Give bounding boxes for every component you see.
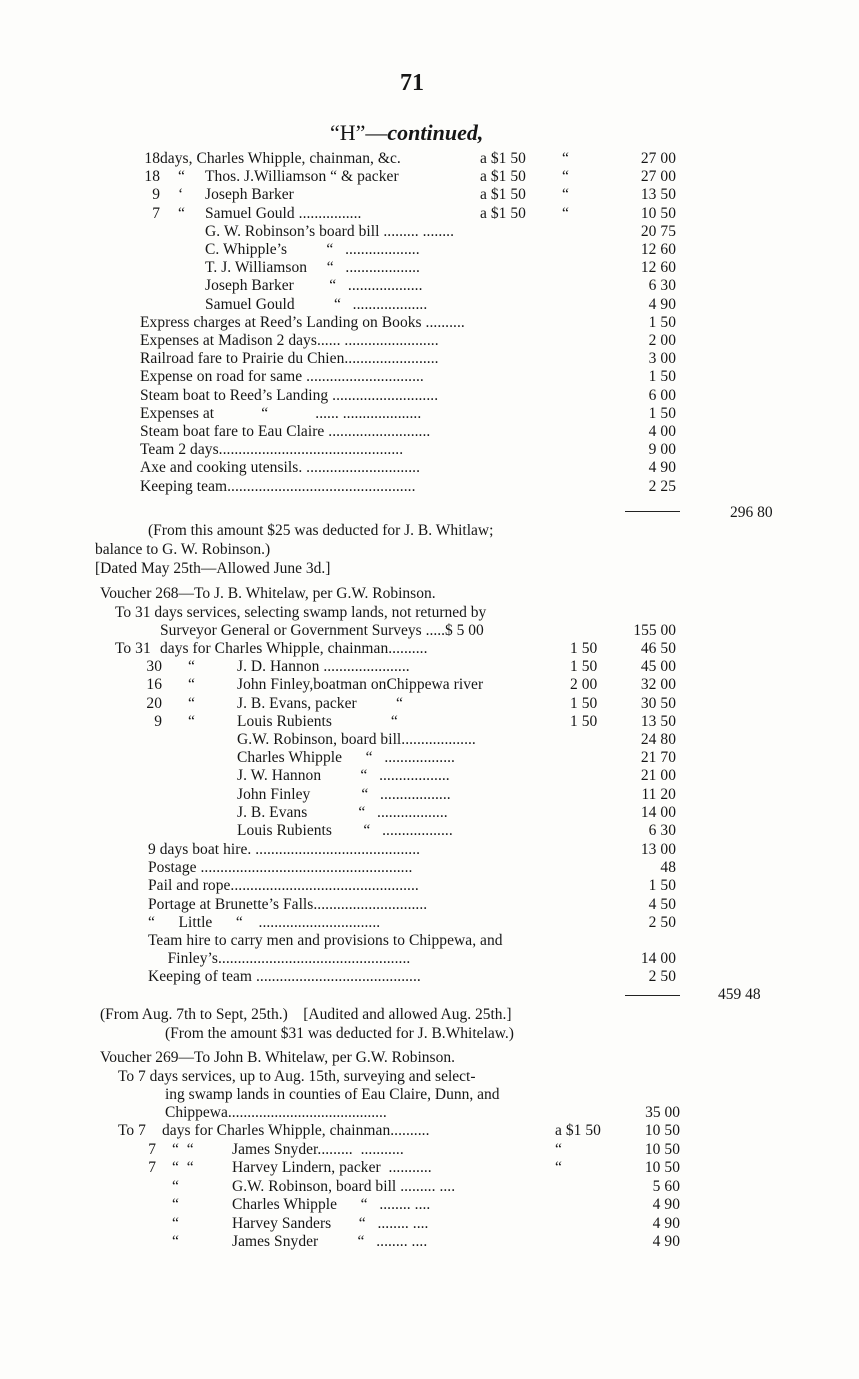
section-2-rule: [625, 995, 680, 996]
row-name: Louis Rubients “ ..................: [237, 822, 453, 839]
row-amount: 4 90: [652, 1233, 680, 1250]
row-amount: 2 50: [648, 968, 676, 985]
heading-italic: continued,: [387, 120, 484, 145]
row-name: Louis Rubients “: [237, 713, 398, 730]
voucher-269-intro-amount: 35 00: [645, 1104, 680, 1121]
ledger-row: [0, 459, 859, 477]
expense-row: [0, 914, 859, 932]
note-2a: (From Aug. 7th to Sept, 25th.) [Audited and allowed Aug. 25th.]: [100, 1006, 512, 1023]
expense-row: [0, 932, 859, 950]
ledger-row: [0, 1122, 859, 1140]
row-ditto: “: [172, 1233, 179, 1250]
row-amount: 6 00: [648, 387, 676, 404]
section-2-total: 459 48: [718, 986, 761, 1003]
expense-row: [0, 950, 859, 968]
ledger-row: [0, 695, 859, 713]
row-text: Expense on road for same ..............................: [140, 368, 424, 385]
row-name: J. B. Evans, packer “: [237, 695, 403, 712]
row-amount: 1 50: [648, 314, 676, 331]
row-ditto: “: [178, 205, 185, 222]
row-name: Charles Whipple “ ........ ....: [232, 1196, 431, 1213]
row-amount: 1 50: [648, 877, 676, 894]
row-amount: 13 50: [640, 186, 676, 203]
row-amount: 4 90: [648, 459, 676, 476]
ledger-row: [0, 804, 859, 822]
ledger-row: [0, 1196, 859, 1214]
voucher-269-heading: Voucher 269—To John B. Whitelaw, per G.W. Robinson.: [100, 1049, 455, 1066]
row-rate: 2 00: [570, 676, 598, 693]
row-amount: 32 00: [640, 676, 676, 693]
row-name: John Finley “ ..................: [237, 786, 451, 803]
row-name: C. Whipple’s “ ...................: [205, 241, 420, 258]
row-amount: 20 75: [640, 223, 676, 240]
row-name: Samuel Gould “ ...................: [205, 296, 428, 313]
row-name: James Snyder......... ...........: [232, 1141, 404, 1158]
row-ditto: “: [188, 676, 195, 693]
ledger-row: [0, 1178, 859, 1196]
ledger-row: [0, 186, 859, 204]
ledger-row: [0, 223, 859, 241]
row-amount: 11 20: [641, 786, 676, 803]
row-text: Express charges at Reed’s Landing on Books ..........: [140, 314, 465, 331]
ledger-row: [0, 168, 859, 186]
row-amount: 12 60: [640, 241, 676, 258]
row-text: Railroad fare to Prairie du Chien........................: [140, 350, 439, 367]
row-amount: 13 00: [640, 841, 676, 858]
row-amount: 4 90: [648, 296, 676, 313]
row-ditto: “: [172, 1215, 179, 1232]
row-text: Postage ......................................................: [148, 859, 413, 876]
voucher-269-intro-3: Chippewa.........................................: [165, 1104, 387, 1121]
row-amount: 10 50: [644, 1122, 680, 1139]
row-days: 7: [148, 1159, 156, 1176]
row-name: days, Charles Whipple, chainman, &c.: [160, 150, 401, 167]
row-days: To 31: [115, 640, 151, 657]
row-name: G.W. Robinson, board bill ......... ....: [232, 1178, 456, 1195]
row-text: “ Little “ ...............................: [148, 914, 381, 931]
row-amount: 5 60: [652, 1178, 680, 1195]
row-text: Axe and cooking utensils. .............................: [140, 459, 421, 476]
row-ditto-mark: “: [562, 186, 569, 203]
ledger-row: [0, 350, 859, 368]
row-rate: “: [555, 1141, 562, 1158]
ledger-row: [0, 478, 859, 496]
expense-row: [0, 896, 859, 914]
ledger-row: [0, 1233, 859, 1251]
row-ditto-mark: “: [562, 168, 569, 185]
ledger-row: [0, 150, 859, 168]
ledger-row: [0, 423, 859, 441]
row-text: Team 2 days...............................................: [140, 441, 404, 458]
row-ditto: “: [188, 695, 195, 712]
note-2b: (From the amount $31 was deducted for J. B.Whitelaw.): [165, 1025, 514, 1042]
ledger-row: [0, 259, 859, 277]
row-ditto-mark: “: [562, 150, 569, 167]
ledger-row: [0, 368, 859, 386]
ledger-row: [0, 640, 859, 658]
row-text: Steam boat fare to Eau Claire ..........................: [140, 423, 431, 440]
voucher-268-intro-1: To 31 days services, selecting swamp lands, not returned by: [115, 604, 487, 621]
page-heading: [330, 120, 483, 146]
ledger-row: [0, 277, 859, 295]
row-days: 7: [148, 1141, 156, 1158]
row-days: 9: [154, 713, 162, 730]
row-name: G.W. Robinson, board bill...................: [237, 731, 476, 748]
row-name: J. W. Hannon “ ..................: [237, 767, 450, 784]
row-days: 18: [144, 150, 160, 167]
row-amount: 13 50: [640, 713, 676, 730]
voucher-268-heading: Voucher 268—To J. B. Whitelaw, per G.W. Robinson.: [100, 585, 436, 602]
row-amount: 48: [660, 859, 676, 876]
row-text: Keeping team................................................: [140, 478, 416, 495]
ledger-row: [0, 1141, 859, 1159]
ledger-row: [0, 676, 859, 694]
row-text: Portage at Brunette’s Falls.............................: [148, 896, 428, 913]
row-amount: 2 25: [648, 478, 676, 495]
row-ditto: “: [188, 658, 195, 675]
row-name: Joseph Barker “ ...................: [205, 277, 423, 294]
row-rate: 1 50: [570, 640, 598, 657]
row-amount: 46 50: [640, 640, 676, 657]
row-ditto: “: [178, 168, 185, 185]
row-name: G. W. Robinson’s board bill ......... ........: [205, 223, 455, 240]
row-rate: 1 50: [570, 695, 598, 712]
row-name: Harvey Sanders “ ........ ....: [232, 1215, 429, 1232]
ledger-row: [0, 332, 859, 350]
row-amount: 4 00: [648, 423, 676, 440]
row-name: Joseph Barker: [205, 186, 294, 203]
row-amount: 30 50: [640, 695, 676, 712]
ledger-row: [0, 387, 859, 405]
ledger-row: [0, 767, 859, 785]
row-rate: a $1 50: [480, 168, 526, 185]
row-rate: a $1 50: [480, 205, 526, 222]
row-amount: 24 80: [640, 731, 676, 748]
row-amount: 9 00: [648, 441, 676, 458]
row-rate: 1 50: [570, 713, 598, 730]
row-rate: a $1 50: [555, 1122, 601, 1139]
expense-row: [0, 841, 859, 859]
row-amount: 2 00: [648, 332, 676, 349]
voucher-268-intro-2: Surveyor General or Government Surveys .....$ 5 00: [160, 622, 484, 639]
row-rate: a $1 50: [480, 186, 526, 203]
row-days: 9: [152, 186, 160, 203]
voucher-269-intro-1: To 7 days services, up to Aug. 15th, surveying and select-: [118, 1068, 476, 1085]
row-amount: 14 00: [640, 804, 676, 821]
row-amount: 1 50: [648, 368, 676, 385]
ledger-row: [0, 296, 859, 314]
ledger-row: [0, 1215, 859, 1233]
expense-row: [0, 859, 859, 877]
row-amount: 10 50: [640, 205, 676, 222]
note-1a: (From this amount $25 was deducted for J. B. Whitlaw;: [148, 522, 494, 539]
row-ditto-mark: “: [562, 205, 569, 222]
row-name: John Finley,boatman onChippewa river: [237, 676, 484, 693]
row-amount: 6 30: [648, 822, 676, 839]
ledger-row: [0, 1159, 859, 1177]
section-1-rule: [625, 511, 680, 512]
row-amount: 14 00: [640, 950, 676, 967]
row-amount: 12 60: [640, 259, 676, 276]
row-name: J. D. Hannon ......................: [237, 658, 410, 675]
row-amount: 21 70: [640, 749, 676, 766]
row-name: days for Charles Whipple, chainman..........: [162, 1122, 430, 1139]
row-rate: a $1 50: [480, 150, 526, 167]
row-name: Thos. J.Williamson “ & packer: [205, 168, 399, 185]
row-name: Charles Whipple “ ..................: [237, 749, 455, 766]
row-amount: 3 00: [648, 350, 676, 367]
heading-prefix: “H”—: [330, 120, 388, 145]
row-ditto: “: [172, 1196, 179, 1213]
row-text: Steam boat to Reed’s Landing ...........................: [140, 387, 439, 404]
row-days: 20: [146, 695, 162, 712]
row-amount: 45 00: [640, 658, 676, 675]
row-amount: 4 90: [652, 1196, 680, 1213]
row-rate: 1 50: [570, 658, 598, 675]
ledger-row: [0, 749, 859, 767]
row-name: Samuel Gould ................: [205, 205, 362, 222]
row-ditto: ‘: [178, 186, 184, 203]
row-name: days for Charles Whipple, chainman..........: [160, 640, 428, 657]
ledger-row: [0, 786, 859, 804]
ledger-row: [0, 441, 859, 459]
expense-row: [0, 968, 859, 986]
row-days: 30: [146, 658, 162, 675]
row-text: Expenses at Madison 2 days...... ........................: [140, 332, 439, 349]
row-ditto: “: [172, 1178, 179, 1195]
row-ditto: “ “: [172, 1141, 194, 1158]
row-text: Team hire to carry men and provisions to Chippewa, and: [148, 932, 503, 949]
row-amount: 27 00: [640, 150, 676, 167]
ledger-row: [0, 314, 859, 332]
row-name: J. B. Evans “ ..................: [237, 804, 448, 821]
note-1b: balance to G. W. Robinson.): [95, 541, 271, 558]
row-text: Finley’s.................................................: [148, 950, 411, 967]
ledger-row: [0, 713, 859, 731]
ledger-row: [0, 241, 859, 259]
ledger-row: [0, 205, 859, 223]
note-1c: [Dated May 25th—Allowed June 3d.]: [95, 560, 331, 577]
row-text: Expenses at “ ...... ....................: [140, 405, 422, 422]
row-amount: 4 50: [648, 896, 676, 913]
row-days: To 7: [118, 1122, 146, 1139]
row-text: Keeping of team ..........................................: [148, 968, 421, 985]
row-days: 16: [146, 676, 162, 693]
ledger-row: [0, 405, 859, 423]
section-1-total: 296 80: [730, 504, 773, 521]
row-rate: “: [555, 1159, 562, 1176]
row-ditto: “: [188, 713, 195, 730]
row-name: T. J. Williamson “ ...................: [205, 259, 420, 276]
row-amount: 6 30: [648, 277, 676, 294]
row-text: 9 days boat hire. ..........................................: [148, 841, 421, 858]
ledger-row: [0, 822, 859, 840]
row-amount: 1 50: [648, 405, 676, 422]
ledger-row: [0, 731, 859, 749]
row-text: Pail and rope................................................: [148, 877, 419, 894]
row-name: Harvey Lindern, packer ...........: [232, 1159, 432, 1176]
ledger-row: [0, 658, 859, 676]
expense-row: [0, 877, 859, 895]
row-days: 7: [152, 205, 160, 222]
row-name: James Snyder “ ........ ....: [232, 1233, 428, 1250]
row-amount: 21 00: [640, 767, 676, 784]
row-days: 18: [144, 168, 160, 185]
voucher-269-intro-2: ing swamp lands in counties of Eau Claire, Dunn, and: [165, 1086, 500, 1103]
row-amount: 2 50: [648, 914, 676, 931]
page-number: 71: [400, 70, 424, 96]
row-amount: 27 00: [640, 168, 676, 185]
row-amount: 10 50: [644, 1159, 680, 1176]
row-amount: 4 90: [652, 1215, 680, 1232]
row-ditto: “ “: [172, 1159, 194, 1176]
row-amount: 10 50: [644, 1141, 680, 1158]
voucher-268-intro-amount: 155 00: [633, 622, 676, 639]
